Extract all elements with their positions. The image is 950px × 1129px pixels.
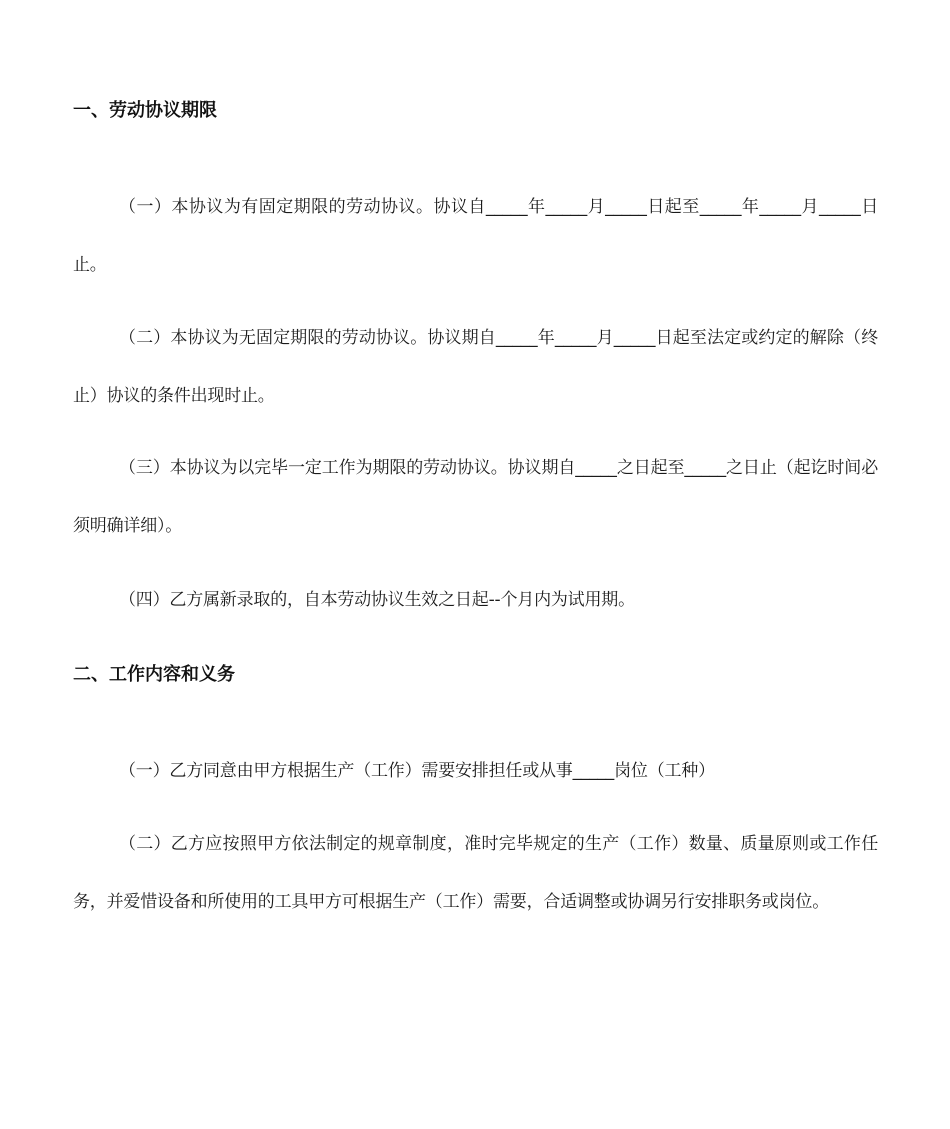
clause-work-obligations: （二）乙方应按照甲方依法制定的规章制度，准时完毕规定的生产（工作）数量、质量原则或工作任务，并爱惜设备和所使用的工具甲方可根据生产（工作）需要，合适调整或协调另行安排职务或岗位。 bbox=[73, 834, 878, 912]
section-heading-term: 一、劳动协议期限 bbox=[73, 100, 217, 121]
clause-task-based-term: （三）本协议为以完毕一定工作为期限的劳动协议。协议期自_____之日起至_____之日止（起讫时间必须明确详细）。 bbox=[73, 458, 878, 536]
clause-job-position: （一）乙方同意由甲方根据生产（工作）需要安排担任或从事_____岗位（工种） bbox=[119, 761, 715, 781]
clause-probation-period: （四）乙方属新录取的，自本劳动协议生效之日起--个月内为试用期。 bbox=[119, 590, 635, 610]
clause-fixed-term: （一）本协议为有固定期限的劳动协议。协议自_____年_____月_____日起至_____年_____月_____日止。 bbox=[73, 197, 878, 275]
section-heading-duties: 二、工作内容和义务 bbox=[73, 664, 235, 685]
clause-open-ended-term: （二）本协议为无固定期限的劳动协议。协议期自_____年_____月_____日起至法定或约定的解除（终止）协议的条件出现时止。 bbox=[73, 328, 878, 406]
